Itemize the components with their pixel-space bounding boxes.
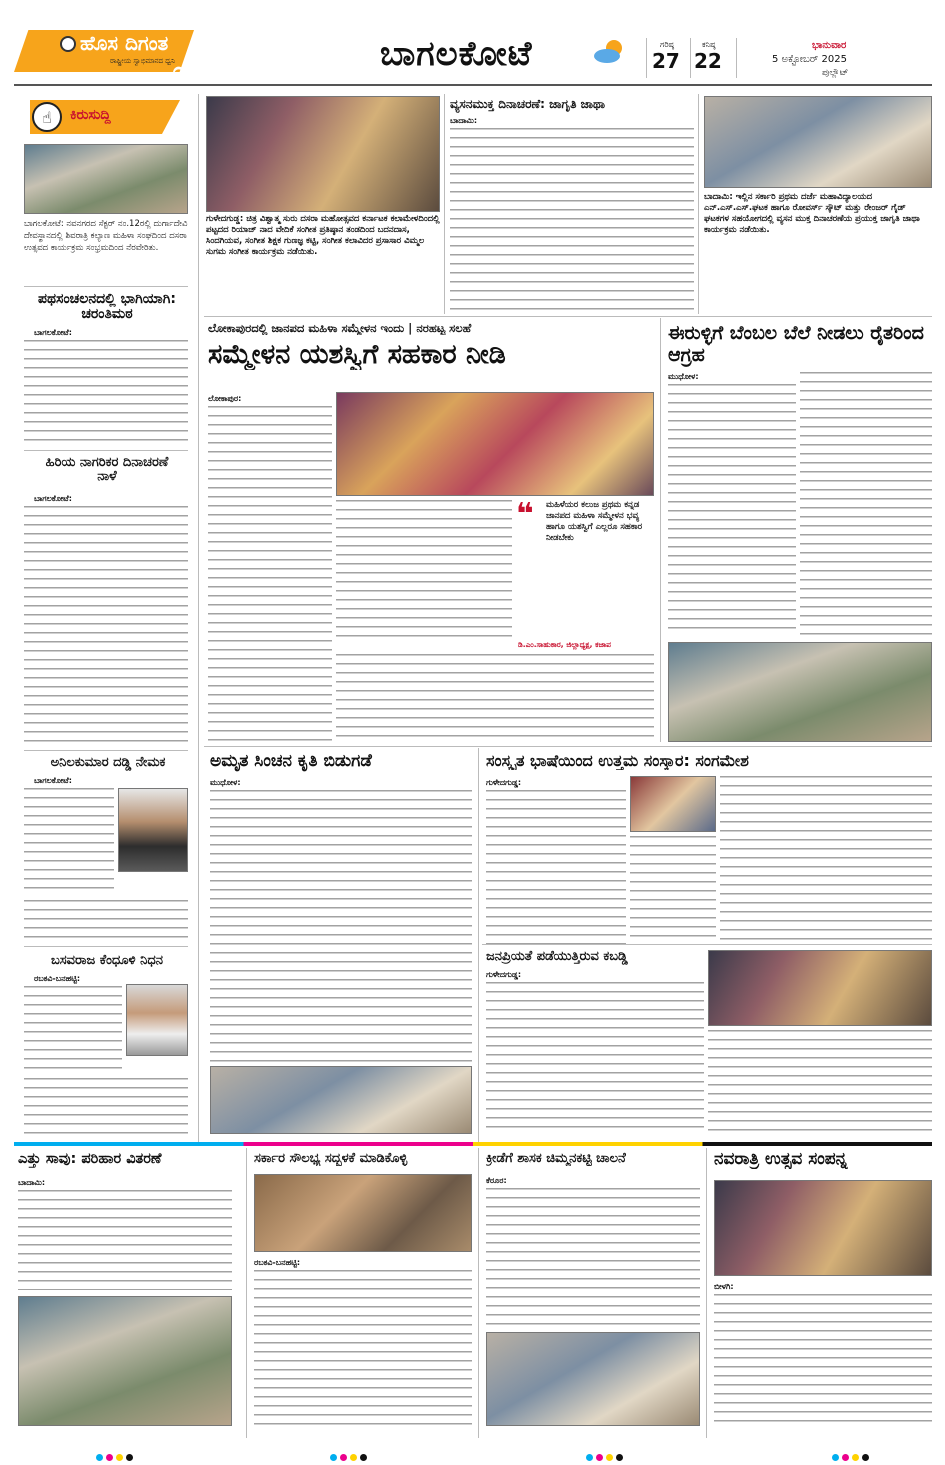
temp-max-label: ಗರಿಷ್ಠ [660, 40, 674, 49]
bottom-2-headline: ಸರ್ಕಾರ ಸೌಲಭ್ಯ ಸದ್ಬಳಕೆ ಮಾಡಿಕೊಳ್ಳಿ [254, 1152, 408, 1166]
kabaddi-photo [708, 950, 932, 1026]
bottom-1-photo [18, 1296, 232, 1426]
registration-marks [330, 1446, 370, 1465]
bottom-4-photo [714, 1180, 932, 1276]
person-photo-1 [118, 788, 188, 872]
masthead-rule [14, 84, 932, 86]
lead-headline: ಸಮ್ಮೇಳನ ಯಶಸ್ವಿಗೆ ಸಹಕಾರ ನೀಡಿ [208, 340, 506, 370]
temp-max: 27 [652, 49, 680, 73]
sidebar [14, 94, 192, 1142]
brief-5-dateline: ರಬಕವಿ-ಬನಹಟ್ಟಿ: [34, 974, 81, 983]
sidebar-photo [24, 144, 188, 214]
lead-byline: ಡಿ.ಎಂ.ಸಾಹುಕಾರ, ಜಿಲ್ಲಾಧ್ಯಕ್ಷ, ಕಜಾಪ [518, 640, 611, 649]
hand-point-icon: ☝ [32, 102, 62, 132]
top-story-1-caption: ಗುಳೇದಗುಡ್ಡ: ಚಿತ್ರ ವಿಶ್ವಾತ್ಮ ಸುರು ದಸರಾ ಮಹೋತ್ಸವದ ಕರ್ನಾಟಕ ಕಲಾಮೇಳದಿಂದಲ್ಲಿ ಪಟ್ಟದದ ರಿಯಾಜ್ ನಾದ ವೇದಿಕೆ ಸಂಗೀತ ಪ್ರತಿಷ್ಠಾನ ತಂಡದಿಂದ ಬದನದಾಸ, ಸಿಂದಗಿಯವ, ಸಂಗೀತ ಶಿಕ್ಷಕ ಗುಣಜ್ಞ ಕಟ್ಟಿ, ಸಂಗೀತ ಕಲಾವಿದರ ಪ್ರಸಾಸಾರ ವಿಮ್ಮಲ ಸುಗಮ ಸಂಗೀತ ಕಾರ್ಯಕ್ರಮ ನಡೆಯಿತು. [206, 214, 440, 314]
brand-name: ಹೊಸ ದಿಗಂತ [80, 31, 169, 55]
mid-left-headline: ಅಮೃತ ಸಿಂಚನ ಕೃತಿ ಬಿಡುಗಡೆ [210, 751, 372, 771]
lead-quote: ಮಹಿಳೆಯರ ಕಲುಜ ಪ್ರಥಮ ಕನ್ನಡ ಜಾನಪದ ಮಹಿಳಾ ಸಮ್ಮೇಳನ ಭವ್ಯ ಹಾಗೂ ಯಶಸ್ವಿಗೆ ಎಲ್ಲರೂ ಸಹಕಾರ ನೀಡಬೇಕು [546, 500, 654, 634]
brief-5-headline: ಬಸವರಾಜ ಕೆಂಧೂಳಿ ನಿಧನ [50, 953, 164, 968]
lead-photo [336, 392, 654, 496]
brief-2-dateline: ಬಾಗಲಕೋಟೆ: [34, 328, 72, 337]
sidebar-title: ಕಿರುಸುದ್ದಿ [70, 107, 111, 123]
temp-min: 22 [694, 49, 722, 73]
bottom-4-dateline: ಬೀಳಗಿ: [714, 1282, 734, 1291]
mid-right-headline: ಸಂಸ್ಕೃತ ಭಾಷೆಯಿಂದ ಉತ್ತಮ ಸಂಸ್ಕಾರ: ಸಂಗಮೇಶ [486, 752, 749, 770]
brand-logo-icon [60, 36, 76, 52]
brief-2-headline: ಪಥಸಂಚಲನದಲ್ಲಿ ಭಾಗಿಯಾಗಿ: ಚರಂತಿಮಠ [38, 291, 176, 323]
brief-3-headline: ಹಿರಿಯ ನಾಗರಿಕರ ದಿನಾಚರಣೆ ನಾಳೆ [45, 455, 169, 485]
brief-3-dateline: ಬಾಗಲಕೋಟೆ: [34, 494, 72, 503]
bottom-3-photo [486, 1332, 700, 1426]
bottom-1-dateline: ಬಾದಾಮಿ: [18, 1178, 46, 1187]
temp-min-label: ಕನಿಷ್ಠ [702, 40, 716, 49]
right-story-headline: ಈರುಳ್ಳಿಗೆ ಬೆಂಬಲ ಬೆಲೆ ನೀಡಲು ರೈತರಿಂದ ಆಗ್ರಹ [668, 322, 924, 366]
top-story-1-photo [206, 96, 440, 212]
bottom-1-headline: ಎತ್ತು ಸಾವು: ಪರಿಹಾರ ವಿತರಣೆ [18, 1152, 162, 1167]
kabaddi-headline: ಜನಪ್ರಿಯತೆ ಪಡೆಯುತ್ತಿರುವ ಕಬಡ್ಡಿ [486, 949, 628, 964]
supplement-label: ಪುಲ್ಲೌಟ್ [822, 68, 849, 78]
mid-left-photo [210, 1066, 472, 1134]
lead-dateline: ಲೋಕಾಪುರ: [208, 394, 242, 403]
mid-left-dateline: ಮುಧೋಳ: [210, 778, 241, 787]
brief-4-dateline: ಬಾಗಲಕೋಟೆ: [34, 776, 72, 785]
issue-day: ಭಾನುವಾರ [812, 40, 847, 51]
edition-title: ಬಾಗಲಕೋಟೆ [380, 34, 533, 74]
masthead [0, 0, 945, 92]
top-story-2-dateline: ಬಾದಾಮಿ: [450, 116, 478, 125]
brief-4-headline: ಅನಿಲಕುಮಾರ ದಡ್ಡಿ ನೇಮಕ [50, 755, 166, 770]
page-number: ೦೧ [172, 57, 199, 85]
registration-marks [832, 1446, 872, 1465]
bottom-3-headline: ಕ್ರೀಡೆಗೆ ಶಾಸಕ ಚಿಮ್ಮನಕಟ್ಟಿ ಚಾಲನೆ [486, 1152, 626, 1166]
top-story-3-photo [704, 96, 932, 188]
color-bar-top [14, 1142, 932, 1146]
weather-icon [592, 38, 628, 64]
mid-right-photo [630, 776, 716, 832]
bottom-2-dateline: ರಬಕವಿ-ಬನಹಟ್ಟಿ: [254, 1258, 301, 1267]
quote-mark-icon: ❝ [516, 497, 534, 532]
right-story-dateline: ಮುಧೋಳ: [668, 372, 699, 381]
brand-tagline: ರಾಷ್ಟ್ರೀಯ ಸ್ವಾಭಿಮಾನದ ಧ್ವನಿ [110, 57, 175, 65]
top-story-3-caption: ಬಾದಾಮಿ: ಇಲ್ಲಿನ ಸರ್ಕಾರಿ ಪ್ರಥಮ ದರ್ಜೆ ಮಹಾವಿದ್ಯಾಲಯದ ಎನ್.ಎಸ್.ಎಸ್.ಘಟಕ ಹಾಗೂ ರೋವರ್ಸ್ ಸ್ಕೌಟ್ ಮತ್ತು ರೇಂಜರ್ ಗೈಡ್ ಘಟಕಗಳ ಸಹಯೋಗದಲ್ಲಿ ವ್ಯಸನ ಮುಕ್ತ ದಿನಾಚರಣೆಯ ಪ್ರಯುಕ್ತ ಜಾಗೃತಿ ಜಾಥಾ ಕಾರ್ಯಕ್ರಮ ನಡೆಯಿತು. [704, 192, 932, 314]
brief-1: ಬಾಗಲಕೋಟೆ: ನವನಗರದ ಸೆಕ್ಟರ್ ನಂ.12ರಲ್ಲಿ ದುರ್ಗಾದೇವಿ ದೇವಸ್ಥಾನದಲ್ಲಿ ಶಿವರಾತ್ರಿ ಕಲ್ಯಾಣ ಮಹಿಳಾ ಸಂಘದಿಂದ ದಸರಾ ಉತ್ಸವದ ಕಾರ್ಯಕ್ರಮ ಸಂಭ್ರಮದಿಂದ ನೆರವೇರಿತು. [24, 219, 188, 253]
bottom-2-photo [254, 1174, 472, 1252]
registration-marks [586, 1446, 626, 1465]
person-photo-2 [126, 984, 188, 1056]
registration-marks [96, 1446, 136, 1465]
bottom-3-dateline: ಕೆರೂರ: [486, 1176, 507, 1185]
kabaddi-dateline: ಗುಳೇದಗುಡ್ಡ: [486, 970, 522, 979]
mid-right-dateline: ಗುಳೇದಗುಡ್ಡ: [486, 778, 522, 787]
issue-date: 5 ಅಕ್ಟೋಬರ್ 2025 [772, 54, 847, 65]
lead-kicker: ಲೋಕಾಪುರದಲ್ಲಿ ಜಾನಪದ ಮಹಿಳಾ ಸಮ್ಮೇಳನ ಇಂದು | ನರಹಟ್ಟ ಸಲಹೆ [208, 322, 472, 335]
bottom-4-headline: ನವರಾತ್ರಿ ಉತ್ಸವ ಸಂಪನ್ನ [714, 1150, 848, 1169]
top-story-2-headline: ವ್ಯಸನಮುಕ್ತ ದಿನಾಚರಣೆ: ಜಾಗೃತಿ ಜಾಥಾ [450, 97, 605, 111]
right-story-photo [668, 642, 932, 742]
